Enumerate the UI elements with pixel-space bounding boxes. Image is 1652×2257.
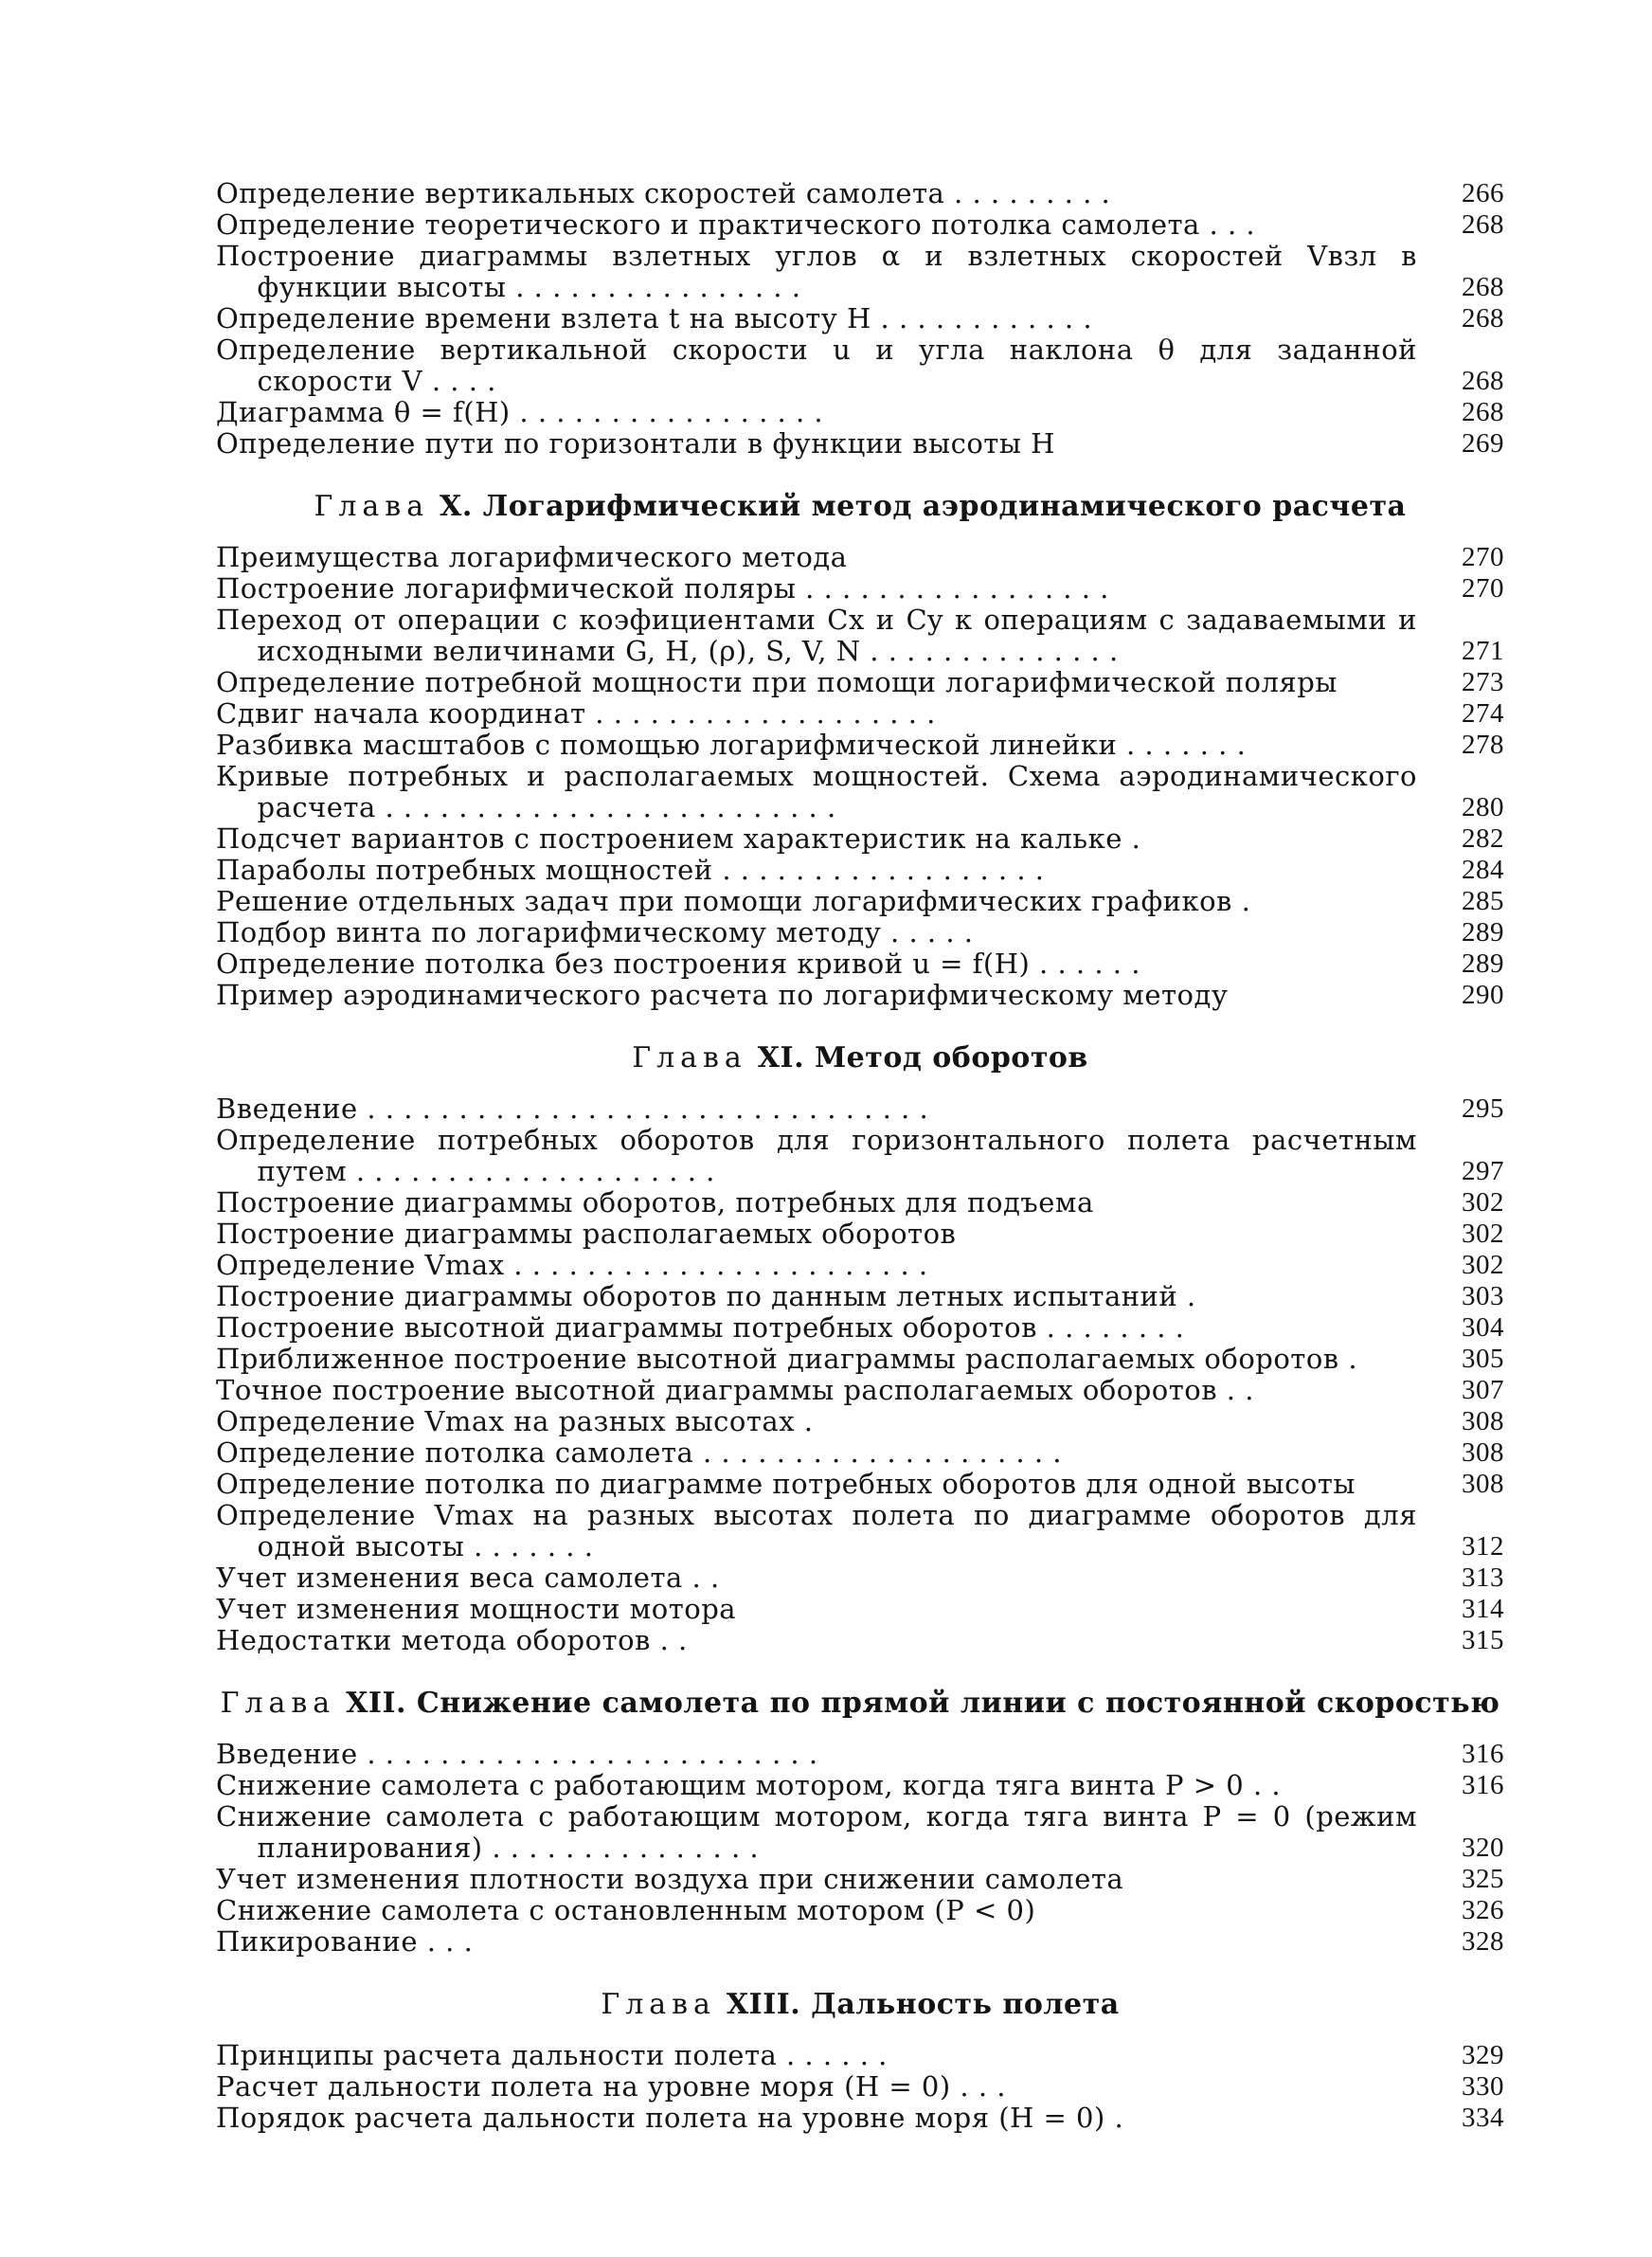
- toc-entry-title: Подбор винта по логарифмическому методу . . . . .: [216, 916, 974, 948]
- toc-entry-title: Определение потребных оборотов для горизонтального полета расчетным путем . . . . . . . . . . . . . . . . . . . .: [216, 1124, 1417, 1187]
- toc-entry-page: 284: [1462, 855, 1504, 885]
- toc-section-chapter-x: [216, 542, 1504, 1011]
- toc-entry[interactable]: [216, 178, 1504, 209]
- toc-entry-title: Сдвиг начала координат . . . . . . . . . . . . . . . . . . .: [216, 697, 936, 730]
- toc-entry[interactable]: [216, 1093, 1504, 1125]
- toc-entry[interactable]: [216, 209, 1504, 241]
- toc-entry-title: Кривые потребных и располагаемых мощностей. Схема аэродинамического расчета . . . . . . . . . . . . . . . . . . . . . . . . .: [216, 760, 1417, 823]
- toc-entry-page: 308: [1462, 1406, 1504, 1436]
- toc-entry[interactable]: [216, 397, 1504, 428]
- toc-entry-title: Параболы потребных мощностей . . . . . . . . . . . . . . . . . .: [216, 854, 1045, 886]
- toc-entry-page: 282: [1462, 823, 1504, 854]
- toc-entry-title: Определение потолка по диаграмме потребных оборотов для одной высоты: [216, 1468, 1356, 1500]
- toc-entry-page: 328: [1462, 1926, 1504, 1957]
- toc-entry-page: 270: [1462, 542, 1504, 572]
- toc-entry[interactable]: [216, 1926, 1504, 1958]
- toc-section-continuation: [216, 178, 1504, 460]
- toc-entry-page: 313: [1462, 1562, 1504, 1593]
- toc-entry-title: Преимущества логарифмического метода: [216, 541, 848, 573]
- toc-entry[interactable]: [216, 2103, 1504, 2134]
- toc-entry-title: Построение логарифмической поляры . . . . . . . . . . . . . . . . .: [216, 572, 1109, 605]
- toc-entry-page: 334: [1462, 2103, 1504, 2133]
- toc-entry-title: Решение отдельных задач при помощи логарифмических графиков .: [216, 885, 1251, 917]
- toc-entry[interactable]: [216, 980, 1504, 1011]
- toc-entry-page: 278: [1462, 730, 1504, 760]
- toc-entry-title: Пикирование . . .: [216, 1925, 474, 1958]
- toc-entry-page: 308: [1462, 1437, 1504, 1468]
- toc-entry-title: Определение вертикальных скоростей самолета . . . . . . . . .: [216, 177, 1111, 209]
- toc-entry-page: 305: [1462, 1344, 1504, 1374]
- toc-entry-title: Определение потолка без построения кривой u = f(H) . . . . . .: [216, 948, 1140, 980]
- toc-entry-title: Определение потребной мощности при помощи логарифмической поляры: [216, 666, 1338, 698]
- toc-entry[interactable]: [216, 2040, 1504, 2071]
- toc-entry[interactable]: [216, 1801, 1504, 1864]
- toc-entry-page: 270: [1462, 573, 1504, 604]
- toc-entry-title: Определение времени взлета t на высоту H . . . . . . . . . . . .: [216, 302, 1093, 334]
- toc-entry[interactable]: [216, 2071, 1504, 2103]
- toc-entry-page: 268: [1462, 397, 1504, 427]
- toc-entry[interactable]: [216, 1406, 1504, 1437]
- toc-entry[interactable]: [216, 855, 1504, 886]
- toc-entry-title: Приближенное построение высотной диаграммы располагаемых оборотов .: [216, 1343, 1358, 1375]
- toc-entry-page: 268: [1462, 209, 1504, 240]
- toc-entry-page: 307: [1462, 1375, 1504, 1405]
- chapter-heading: [216, 1687, 1504, 1720]
- toc-entry[interactable]: [216, 573, 1504, 605]
- toc-entry-page: 315: [1462, 1625, 1504, 1655]
- toc-entry[interactable]: [216, 1437, 1504, 1469]
- toc-entry-title: Построение диаграммы взлетных углов α и взлетных скоростей Vвзл в функции высоты . . . . . . . . . . . . . . . .: [216, 240, 1417, 303]
- toc-entry[interactable]: [216, 1770, 1504, 1801]
- toc-entry-title: Расчет дальности полета на уровне моря (H = 0) . . .: [216, 2070, 1007, 2103]
- toc-entry-page: 274: [1462, 698, 1504, 729]
- toc-entry[interactable]: [216, 917, 1504, 948]
- toc-entry-title: Пример аэродинамического расчета по логарифмическому методу: [216, 979, 1229, 1011]
- toc-entry[interactable]: [216, 1250, 1504, 1281]
- toc-entry-title: Учет изменения плотности воздуха при снижении самолета: [216, 1863, 1124, 1895]
- toc-entry-page: 295: [1462, 1093, 1504, 1124]
- toc-entry-title: Построение диаграммы располагаемых оборотов: [216, 1218, 957, 1250]
- toc-entry-page: 266: [1462, 178, 1504, 208]
- toc-entry-title: Определение потолка самолета . . . . . . . . . . . . . . . . . . . .: [216, 1436, 1063, 1469]
- toc-entry[interactable]: [216, 1739, 1504, 1770]
- chapter-label: Глава: [314, 490, 430, 523]
- toc-entry[interactable]: [216, 1562, 1504, 1594]
- toc-entry-title: Порядок расчета дальности полета на уровне моря (H = 0) .: [216, 2102, 1124, 2134]
- toc-entry-page: 316: [1462, 1770, 1504, 1800]
- toc-entry-page: 290: [1462, 980, 1504, 1010]
- toc-entry[interactable]: [216, 303, 1504, 334]
- chapter-heading: [216, 490, 1504, 523]
- toc-entry-page: 302: [1462, 1219, 1504, 1249]
- toc-entry-title: Определение Vmax . . . . . . . . . . . . . . . . . . . . . . .: [216, 1249, 928, 1281]
- chapter-label: Глава: [601, 1988, 716, 2021]
- toc-entry[interactable]: [216, 542, 1504, 573]
- toc-section-chapter-xi: [216, 1093, 1504, 1656]
- toc-entry-page: 325: [1462, 1864, 1504, 1894]
- chapter-heading: [216, 1041, 1504, 1074]
- toc-entry[interactable]: [216, 428, 1504, 460]
- toc-entry-title: Недостатки метода оборотов . .: [216, 1624, 688, 1656]
- toc-entry[interactable]: [216, 1895, 1504, 1926]
- toc-entry-page: 289: [1462, 948, 1504, 979]
- toc-entry-title: Построение высотной диаграммы потребных оборотов . . . . . . . .: [216, 1311, 1185, 1344]
- toc-entry-page: 302: [1462, 1187, 1504, 1218]
- toc-entry-page: 297: [1462, 1156, 1504, 1186]
- toc-entry-page: 314: [1462, 1594, 1504, 1624]
- toc-entry[interactable]: [216, 1864, 1504, 1895]
- toc-entry-page: 316: [1462, 1739, 1504, 1769]
- toc-section-chapter-xiii: [216, 2040, 1504, 2134]
- toc-entry[interactable]: [216, 1219, 1504, 1250]
- toc-entry[interactable]: [216, 241, 1504, 303]
- toc-entry[interactable]: [216, 1187, 1504, 1219]
- chapter-heading: [216, 1988, 1504, 2021]
- toc-entry-title: Снижение самолета с остановленным мотором (P < 0): [216, 1894, 1036, 1926]
- toc-entry-page: 302: [1462, 1250, 1504, 1280]
- toc-entry-title: Разбивка масштабов с помощью логарифмической линейки . . . . . . .: [216, 729, 1247, 761]
- toc-entry[interactable]: [216, 1344, 1504, 1375]
- toc-entry-title: Построение диаграммы оборотов по данным летных испытаний .: [216, 1280, 1196, 1312]
- toc-section-chapter-xii: [216, 1739, 1504, 1958]
- toc-entry-page: 273: [1462, 667, 1504, 697]
- toc-entry-title: Учет изменения мощности мотора: [216, 1593, 737, 1625]
- toc-entry-title: Определение вертикальной скорости u и угла наклона θ для заданной скорости V . . . .: [216, 334, 1417, 397]
- toc-entry-title: Подсчет вариантов с построением характеристик на кальке .: [216, 822, 1141, 855]
- toc-entry-page: 289: [1462, 917, 1504, 948]
- toc-entry-page: 326: [1462, 1895, 1504, 1925]
- toc-entry[interactable]: [216, 667, 1504, 698]
- toc-entry[interactable]: [216, 1469, 1504, 1500]
- toc-entry-page: 268: [1462, 366, 1504, 396]
- toc-entry[interactable]: [216, 334, 1504, 397]
- chapter-title: XIII. Дальность полета: [726, 1988, 1120, 2021]
- toc-entry-page: 329: [1462, 2040, 1504, 2070]
- toc-entry[interactable]: [216, 730, 1504, 761]
- toc-entry-page: 269: [1462, 428, 1504, 459]
- toc-entry-page: 304: [1462, 1312, 1504, 1343]
- toc-entry[interactable]: [216, 886, 1504, 917]
- toc-entry-title: Принципы расчета дальности полета . . . . . .: [216, 2039, 888, 2071]
- toc-entry-title: Определение Vmax на разных высотах полета по диаграмме оборотов для одной высоты . . . . . . .: [216, 1499, 1417, 1562]
- toc-entry-page: 330: [1462, 2071, 1504, 2102]
- toc-entry[interactable]: [216, 605, 1504, 667]
- toc-entry-page: 303: [1462, 1281, 1504, 1311]
- toc-entry[interactable]: [216, 761, 1504, 823]
- toc-entry-page: 308: [1462, 1469, 1504, 1499]
- toc-entry[interactable]: [216, 1281, 1504, 1312]
- toc-entry-title: Введение . . . . . . . . . . . . . . . . . . . . . . . . . . . . . . .: [216, 1092, 929, 1125]
- toc-entry-page: 320: [1462, 1833, 1504, 1863]
- chapter-title: XI. Метод оборотов: [757, 1041, 1088, 1074]
- chapter-title: XII. Снижение самолета по прямой линии с постоянной скоростью: [346, 1687, 1500, 1720]
- toc-entry[interactable]: [216, 823, 1504, 855]
- toc-entry-page: 268: [1462, 303, 1504, 334]
- toc-entry-title: Переход от операции с коэфициентами Cx и Cy к операциям с задаваемыми и исходными величинами G, H, (ρ), S, V, N . . . . . . . . . . . . . .: [216, 604, 1417, 667]
- toc-entry-title: Построение диаграммы оборотов, потребных для подъема: [216, 1186, 1094, 1219]
- toc-entry-page: 280: [1462, 792, 1504, 822]
- toc-entry[interactable]: [216, 1312, 1504, 1344]
- toc-entry[interactable]: [216, 1125, 1504, 1187]
- toc-entry-title: Точное построение высотной диаграммы располагаемых оборотов . .: [216, 1374, 1254, 1406]
- table-of-contents: [216, 178, 1504, 2134]
- toc-entry-title: Снижение самолета с работающим мотором, когда тяга винта P = 0 (режим планирования) . . . . . . . . . . . . . . .: [216, 1800, 1417, 1864]
- toc-entry-title: Определение пути по горизонтали в функции высоты H: [216, 427, 1055, 460]
- chapter-title: X. Логарифмический метод аэродинамического расчета: [440, 490, 1407, 523]
- toc-entry-title: Учет изменения веса самолета . .: [216, 1562, 720, 1594]
- toc-entry[interactable]: [216, 698, 1504, 730]
- toc-entry-title: Снижение самолета с работающим мотором, когда тяга винта P > 0 . .: [216, 1769, 1282, 1801]
- toc-entry-title: Диаграмма θ = f(H) . . . . . . . . . . . . . . . . .: [216, 396, 824, 428]
- toc-entry-title: Введение . . . . . . . . . . . . . . . . . . . . . . . . .: [216, 1738, 818, 1770]
- toc-entry-page: 271: [1462, 636, 1504, 666]
- toc-entry-title: Определение Vmax на разных высотах .: [216, 1405, 814, 1437]
- toc-entry-title: Определение теоретического и практического потолка самолета . . .: [216, 208, 1256, 241]
- chapter-label: Глава: [632, 1041, 747, 1074]
- toc-entry-page: 285: [1462, 886, 1504, 916]
- chapter-label: Глава: [220, 1687, 336, 1720]
- toc-entry[interactable]: [216, 1500, 1504, 1562]
- toc-entry[interactable]: [216, 948, 1504, 980]
- toc-entry-page: 312: [1462, 1531, 1504, 1562]
- toc-entry[interactable]: [216, 1594, 1504, 1625]
- toc-entry[interactable]: [216, 1375, 1504, 1406]
- toc-entry[interactable]: [216, 1625, 1504, 1656]
- toc-entry-page: 268: [1462, 272, 1504, 302]
